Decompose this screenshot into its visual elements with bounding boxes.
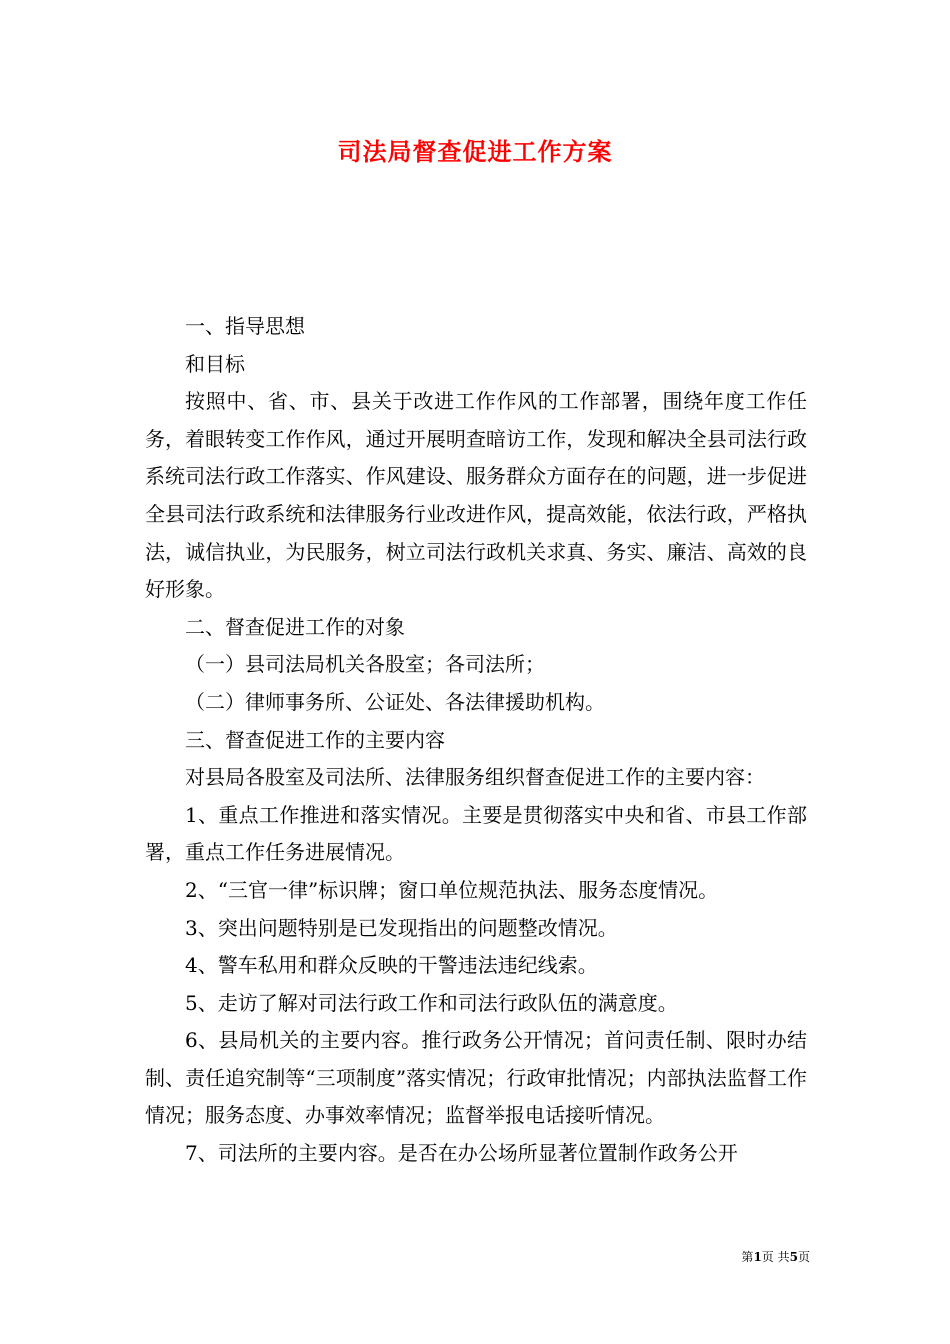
section-heading-1: 一、指导思想 — [185, 314, 305, 338]
section-heading-3: 三、督查促进工作的主要内容 — [185, 727, 445, 752]
list-item: 4、警车私用和群众反映的干警违法违纪线索。 — [185, 953, 598, 978]
current-page-number: 1 — [753, 1250, 762, 1264]
list-item: （一）县司法局机关各股室；各司法所； — [185, 652, 545, 677]
footer-middle: 页 共 — [761, 1250, 790, 1264]
footer-prefix: 第 — [741, 1250, 754, 1264]
list-item: 6、县局机关的主要内容。推行政务公开情况；首问责任制、限时办结制、责任追究制等“三项制度”落实情况；行政审批情况；内部执法监督工作情况；服务态度、办事效率情况；监督举报电话接听情况。 — [145, 1028, 807, 1128]
total-pages-number: 5 — [789, 1250, 798, 1264]
list-item: （二）律师事务所、公证处、各法律援助机构。 — [185, 689, 605, 714]
list-item: 7、司法所的主要内容。是否在办公场所显著位置制作政务公开 — [185, 1141, 738, 1166]
list-item: 1、重点工作推进和落实情况。主要是贯彻落实中央和省、市县工作部署，重点工作任务进展情况。 — [145, 802, 807, 865]
page-footer — [700, 1248, 810, 1265]
list-item: 2、“三官一律”标识牌；窗口单位规范执法、服务态度情况。 — [185, 877, 719, 902]
list-item: 5、走访了解对司法行政工作和司法行政队伍的满意度。 — [185, 990, 678, 1015]
section-heading-2: 二、督查促进工作的对象 — [185, 614, 405, 639]
document-body — [145, 308, 807, 1173]
paragraph: 对县局各股室及司法所、法律服务组织督查促进工作的主要内容： — [185, 765, 765, 790]
paragraph: 按照中、省、市、县关于改进工作作风的工作部署，围绕年度工作任务，着眼转变工作作风，通过开展明查暗访工作，发现和解决全县司法行政系统司法行政工作落实、作风建设、服务群众方面存在的问题，进一步促进全县司法行政系统和法律服务行业改进作风，提高效能，依法行政，严格执法，诚信执业，为民服务，树立司法行政机关求真、务实、廉洁、高效的良好形象。 — [145, 389, 807, 602]
document-title: 司法局督查促进工作方案 — [337, 137, 613, 166]
footer-suffix: 页 — [797, 1250, 810, 1264]
paragraph-fragment: 和目标 — [185, 351, 245, 376]
list-item: 3、突出问题特别是已发现指出的问题整改情况。 — [185, 915, 618, 940]
